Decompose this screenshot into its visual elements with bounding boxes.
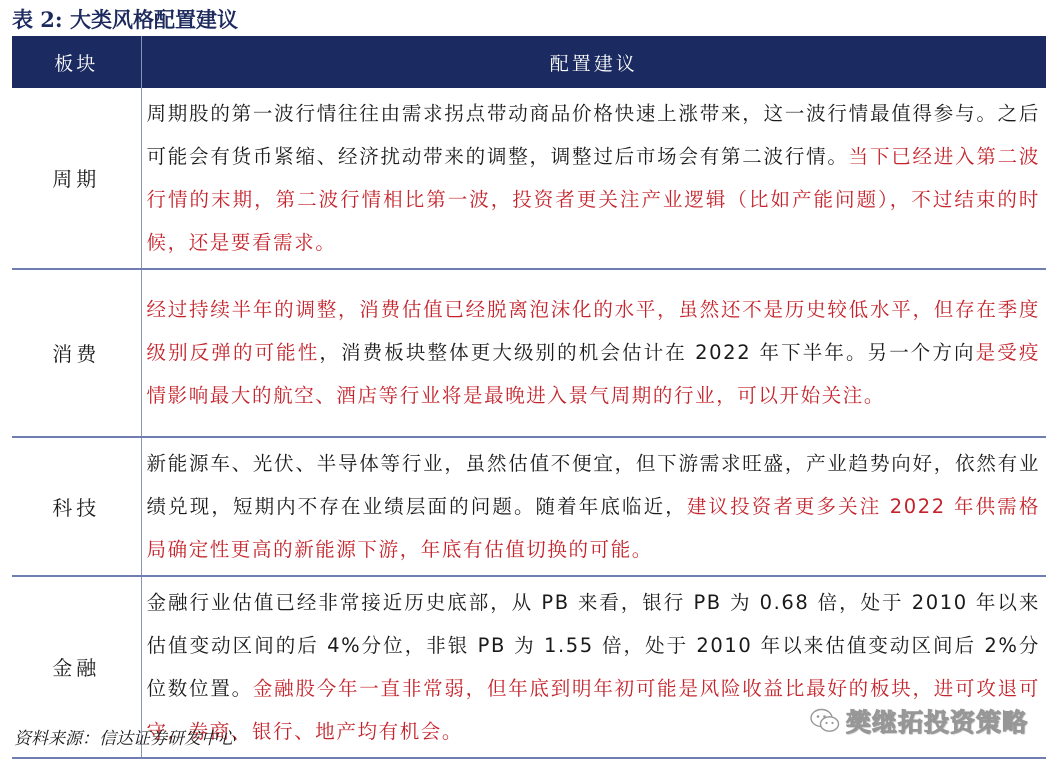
- table-row: [12, 437, 1046, 576]
- table-row: [12, 88, 1046, 269]
- sector-cell: 科技: [12, 437, 141, 576]
- advice-text: 金融行业估值已经非常接近历史底部，从 PB 来看，银行 PB 为 0.68 倍，处于 2010 年以来估值变动区间的后 4%分位，非银 PB 为 1.55 倍，处于 2010 年以来估值变动区间后 2%分位数位置。: [146, 590, 1040, 700]
- table-title: 表 2: 大类风格配置建议: [12, 7, 238, 32]
- header-advice: 配置建议: [141, 37, 1046, 88]
- sector-cell: 金融: [12, 576, 141, 758]
- advice-highlight: 建议投资者更多关注 2022 年供需格局确定性更高的新能源下游，年底有估值切换的可能。: [146, 494, 1040, 561]
- advice-cell: [141, 269, 1046, 437]
- wechat-icon: [810, 708, 840, 734]
- sector-cell: 消费: [12, 269, 141, 437]
- table-header: [12, 37, 1046, 88]
- source-note: 资料来源：信达证券研发中心: [14, 729, 235, 749]
- advice-highlight: 当下已经进入第二波行情的末期，第二波行情相比第一波，投资者更关注产业逻辑（比如产能问题），不过结束的时候，还是要看需求。: [146, 144, 1040, 254]
- sector-cell: 周期: [12, 88, 141, 269]
- advice-highlight: 是受疫情影响最大的航空、酒店等行业将是最晚进入景气周期的行业，可以开始关注。: [146, 341, 1040, 407]
- advice-cell: [141, 88, 1046, 269]
- advice-text: 周期股的第一波行情往往由需求拐点带动商品价格快速上涨带来，这一波行情最值得参与。之后可能会有货币紧缩、经济扰动带来的调整，调整过后市场会有第二波行情。: [146, 101, 1040, 168]
- advice-text: ，消费板块整体更大级别的机会估计在 2022 年下半年。另一个方向: [319, 341, 976, 364]
- advice-highlight: 金融股今年一直非常弱，但年底到明年初可能是风险收益比最好的板块，进可攻退可守，券商、银行、地产均有机会。: [146, 676, 1040, 743]
- advice-highlight: 经过持续半年的调整，消费估值已经脱离泡沫化的水平，虽然还不是历史较低水平，但存在季度级别反弹的可能性: [146, 298, 1040, 364]
- table-row: [12, 269, 1046, 437]
- watermark: [810, 704, 1028, 738]
- advice-cell: [141, 437, 1046, 576]
- watermark-text: 樊继拓投资策略: [846, 708, 1029, 737]
- allocation-table: [12, 36, 1046, 759]
- header-sector: 板块: [12, 37, 141, 88]
- advice-text: 新能源车、光伏、半导体等行业，虽然估值不便宜，但下游需求旺盛，产业趋势向好，依然有业绩兑现，短期内不存在业绩层面的问题。随着年底临近，: [146, 451, 1040, 518]
